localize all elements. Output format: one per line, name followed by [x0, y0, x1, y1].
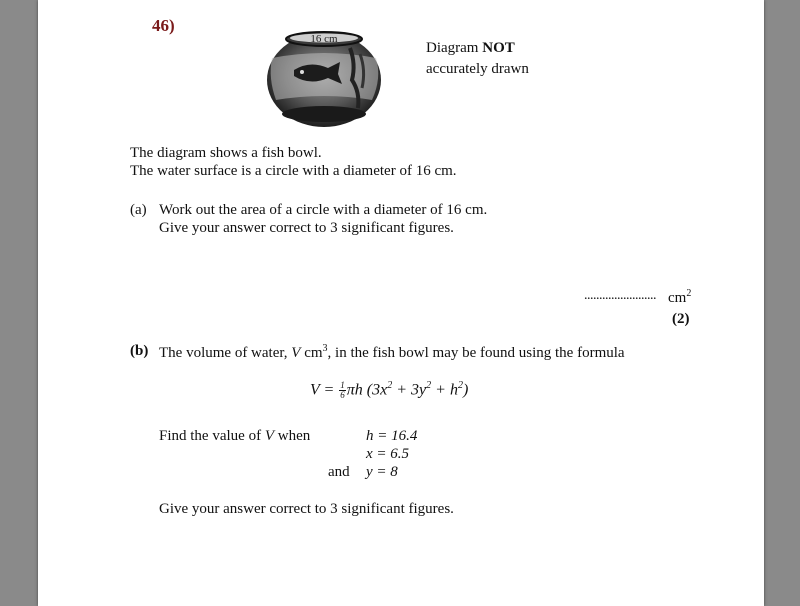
find-instruction: [159, 428, 310, 445]
diagram-note-not: NOT: [482, 40, 515, 56]
part-b-text-3: , in the fish bowl may be found using the formula: [327, 345, 625, 361]
part-b-text-2: cm: [300, 345, 323, 361]
part-a-label: (a): [130, 202, 147, 218]
fish-bowl-image: [264, 18, 384, 130]
worksheet-page: [38, 0, 764, 606]
diagram-note-prefix: Diagram: [426, 40, 483, 56]
bowl-diameter-label: 16 cm: [310, 33, 338, 45]
formula-sq-2: 2: [426, 380, 432, 391]
answer-line-a[interactable]: ........................: [584, 288, 656, 303]
formula-rhs-2: + 3y: [392, 381, 427, 399]
formula-sq-1: 2: [387, 380, 393, 391]
volume-formula: [310, 380, 468, 400]
find-var: V: [264, 428, 274, 444]
unit-superscript: 2: [686, 288, 692, 299]
find-text-2: when: [274, 428, 311, 444]
part-b-var: V: [291, 345, 301, 361]
formula-rhs-4: ): [462, 381, 469, 399]
part-b-instruction: Give your answer correct to 3 significant figures.: [159, 501, 454, 517]
intro-line-2: The water surface is a circle with a diameter of 16 cm.: [130, 163, 457, 179]
part-b-text-1: The volume of water,: [159, 345, 292, 361]
marks-a: (2): [672, 311, 690, 327]
part-a-line-2: Give your answer correct to 3 significant figures.: [159, 220, 454, 236]
answer-unit-a: [668, 288, 691, 307]
part-b-label: (b): [130, 343, 149, 359]
value-h: h = 16.4: [366, 428, 418, 444]
unit-text: cm: [668, 290, 687, 306]
value-x: x = 6.5: [366, 446, 410, 462]
part-a-line-1: Work out the area of a circle with a diameter of 16 cm.: [159, 202, 488, 218]
fraction-numerator: 1: [340, 380, 345, 391]
find-text-1: Find the value of: [159, 428, 265, 444]
part-b-sup: 3: [322, 343, 328, 354]
formula-lhs: V =: [310, 381, 339, 399]
formula-rhs-3: + h: [431, 381, 458, 399]
formula-rhs-1: πh (3x: [346, 381, 388, 399]
formula-fraction: [339, 381, 346, 400]
intro-line-1: The diagram shows a fish bowl.: [130, 145, 322, 161]
formula-sq-3: 2: [457, 380, 463, 391]
diagram-note-line1: [426, 40, 515, 57]
and-label: and: [328, 464, 350, 480]
fraction-denominator: 6: [340, 390, 345, 401]
question-number: 46): [152, 16, 175, 35]
diagram-note-line2: accurately drawn: [426, 61, 529, 77]
value-y: y = 8: [366, 464, 398, 480]
part-b-line-1: [159, 343, 625, 362]
